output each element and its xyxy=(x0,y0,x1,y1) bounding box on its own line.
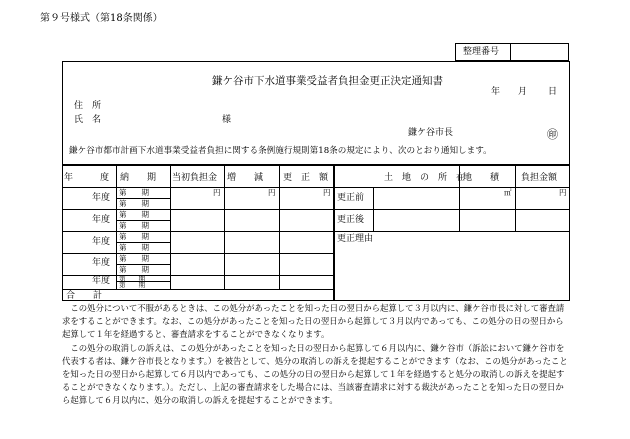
address-label: 住 所 xyxy=(74,101,102,111)
honorific: 様 xyxy=(222,115,232,125)
period-2a: 第 期 xyxy=(119,210,149,219)
right-table xyxy=(334,165,570,301)
form-number: 第９号様式（第18条関係） xyxy=(40,13,163,24)
date-month: 月 xyxy=(518,87,528,97)
corrected-yen-unit: 円 xyxy=(323,188,331,197)
period-2b: 第 期 xyxy=(119,221,149,230)
registration-number-label: 整理番号 xyxy=(463,47,500,57)
header-initial-amount: 当初負担金 xyxy=(172,173,218,183)
period-4b: 第 期 xyxy=(119,265,149,274)
period-3a: 第 期 xyxy=(119,232,149,241)
registration-number-field[interactable] xyxy=(513,45,565,59)
header-land-location: 土 地 の 所 在 xyxy=(384,173,466,183)
row-year-2: 年度 xyxy=(92,215,111,225)
row-year-1: 年度 xyxy=(92,193,111,203)
period-4a: 第 期 xyxy=(119,254,149,263)
row-year-4: 年度 xyxy=(92,258,111,268)
correction-reason-label: 更正理由 xyxy=(337,234,374,244)
period-1b: 第 期 xyxy=(119,199,149,208)
header-corrected-amount: 更 正 額 xyxy=(283,173,329,183)
lawsuit-note: この処分の取消しの訴えは、この処分があったことを知った日の翌日から起算して６月以内に、鎌ケ谷市（訴訟において鎌ケ谷市を代表する者は、鎌ケ谷市長となります。）を被告として、処分の取消しの訴えを提起することができます（なお、この処分があったことを知った日の翌日から起算して６月以内であっても、この処分の日の翌日から起算して１年を経過すると処分の取消しの訴えを提起することができなくなります。）。ただし、上記の審査請求をした場合には、当該審査請求に対する裁決があったことを知った日の翌日から起算して６月以内に、処分の取消しの訴えを提起することができます。 xyxy=(62,343,568,406)
period-5a: 第 期 xyxy=(119,275,145,283)
amount-yen-unit: 円 xyxy=(559,188,567,197)
date-day: 日 xyxy=(548,87,558,97)
appeal-note: この処分について不服があるときは、この処分があったことを知った日の翌日から起算して３月以内に、鎌ケ谷市長に対して審査請求をすることができます。なお、この処分があったことを知った日の翌日から起算して３月以内であっても、この処分の日の翌日から起算して１年を経過すると、審査請求をすることができなくなります。 xyxy=(62,303,565,340)
period-5b: 第 期 xyxy=(119,281,145,289)
notice-title: 鎌ケ谷市下水道事業受益者負担金更正決定通知書 xyxy=(212,75,443,87)
date-year: 年 xyxy=(491,87,501,97)
row-year-5: 年度 xyxy=(92,276,111,286)
total-label: 合 計 xyxy=(66,291,103,301)
issuer: 鎌ケ谷市長 xyxy=(408,128,454,138)
header-fiscal-year: 年 度 xyxy=(64,173,110,183)
sqm-unit: ㎡ xyxy=(504,188,512,197)
header-period: 納 期 xyxy=(120,173,157,183)
header-land-area: 地 積 xyxy=(463,173,500,183)
header-change: 増 減 xyxy=(227,173,264,183)
period-1a: 第 期 xyxy=(119,188,149,197)
after-correction-label: 更正後 xyxy=(337,215,365,225)
period-3b: 第 期 xyxy=(119,243,149,252)
header-charge-amount: 負担金額 xyxy=(521,173,558,183)
registration-number-box xyxy=(455,43,569,61)
before-correction-label: 更正前 xyxy=(337,193,365,203)
seal-icon: ㊞ xyxy=(547,128,558,141)
initial-yen-unit: 円 xyxy=(213,188,221,197)
change-yen-unit: 円 xyxy=(268,188,276,197)
lead-text: 鎌ケ谷市都市計画下水道事業受益者負担に関する条例施行規則第18条の規定により、次のとおり通知します。 xyxy=(69,146,492,156)
row-year-3: 年度 xyxy=(92,237,111,247)
name-label: 氏 名 xyxy=(74,115,102,125)
